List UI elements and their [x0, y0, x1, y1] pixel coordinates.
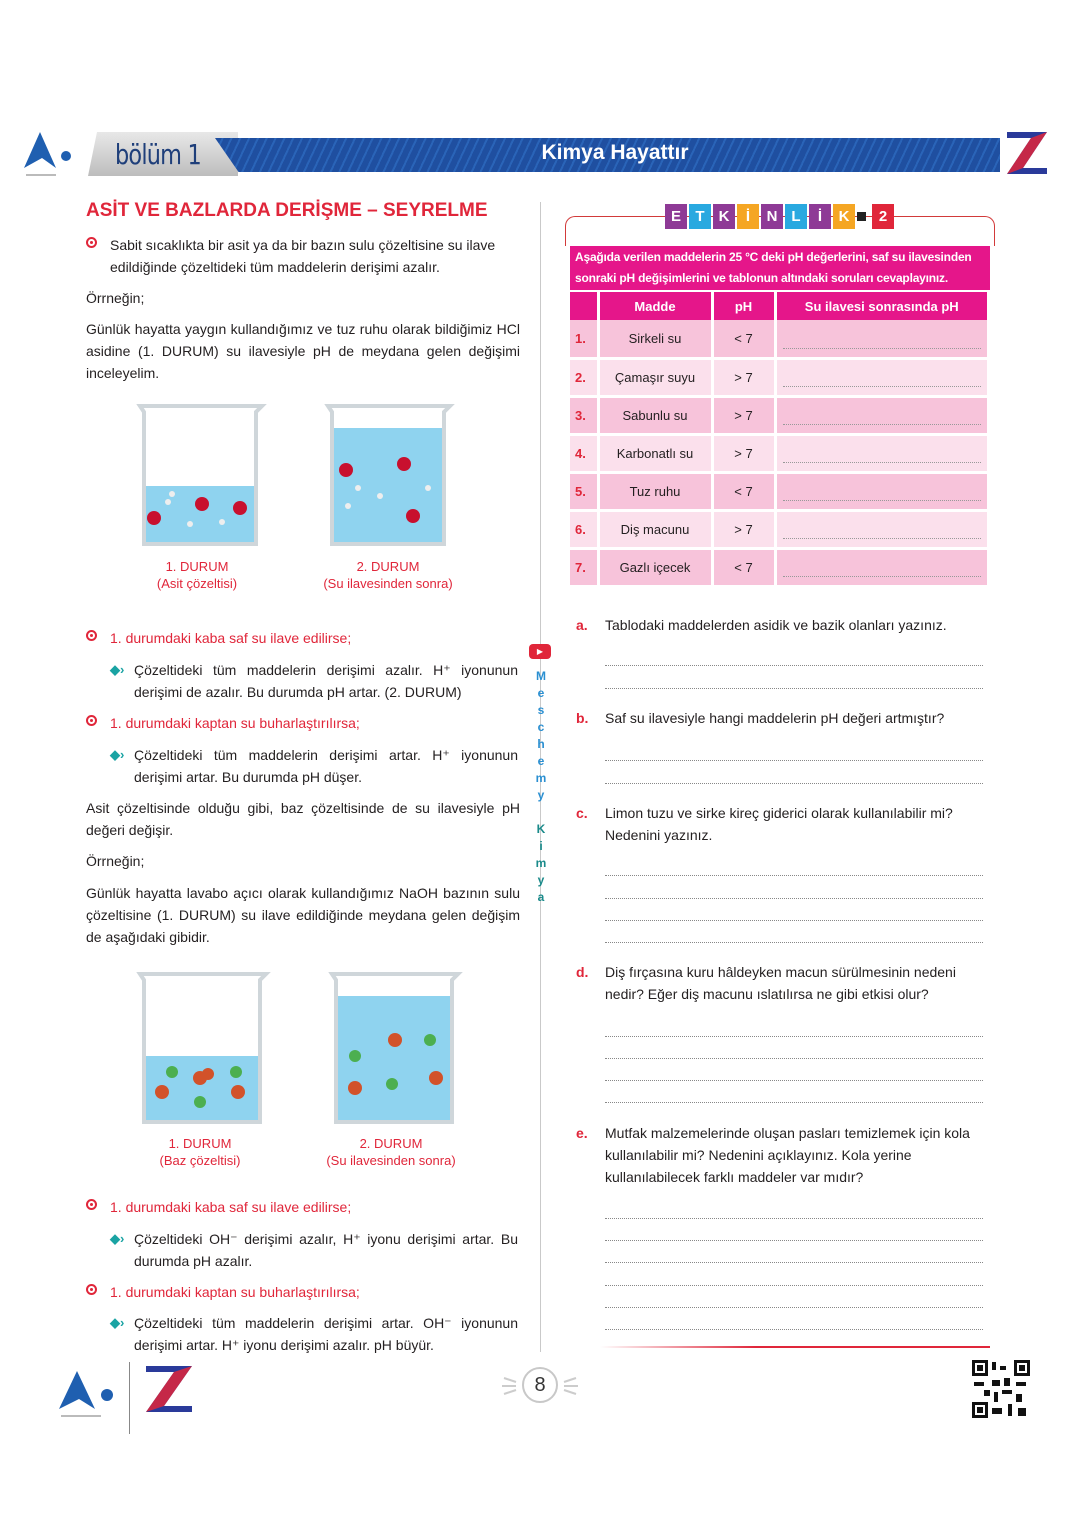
- answer-line[interactable]: [605, 1036, 983, 1037]
- answer-line[interactable]: [605, 1102, 983, 1103]
- table-row: [570, 472, 989, 510]
- row-number: 2.: [570, 358, 598, 396]
- row-ph: > 7: [712, 396, 775, 434]
- paragraph-base-intro: Asit çözeltisinde olduğu gibi, baz çözeltisinde de su ilavesiyle pH değeri değişir.: [86, 800, 520, 838]
- acid-label-1: 1. DURUM (Asit çözeltisi): [156, 559, 238, 591]
- activity-title-letter: İ: [809, 204, 831, 229]
- table-row: [570, 320, 989, 358]
- activity-title-letter: K: [833, 204, 855, 229]
- base-sub-1: ◆› Çözeltideki OH⁻ derişimi azalır, H⁺ iyonu derişimi artar. Bu durumda pH azalır.: [110, 1231, 518, 1269]
- answer-line[interactable]: [605, 920, 983, 921]
- answer-line[interactable]: [605, 1218, 983, 1219]
- activity-title-letter: K: [713, 204, 735, 229]
- channel-name-letter: m: [535, 856, 547, 870]
- channel-name-letter: i: [539, 839, 543, 853]
- base-label-2: 2. DURUM (Su ilavesinden sonra): [326, 1136, 456, 1168]
- intro-text: Sabit sıcaklıkta bir asit ya da bir bazın sulu çözeltisine su ilave edildiğinde çözeltideki tüm maddelerin derişimi azalır.: [110, 237, 496, 275]
- example-label-2: Örrneğin;: [86, 853, 145, 869]
- footer-publisher-logo: [55, 1365, 119, 1426]
- activity-separator: [857, 212, 866, 221]
- row-ph: > 7: [712, 510, 775, 548]
- acid-sub-1: ◆› Çözeltideki tüm maddelerin derişimi azalır. H⁺ iyonunun derişimi de azalır. Bu durumda pH artar. (2. DURUM): [110, 662, 518, 700]
- row-substance: Gazlı içecek: [598, 548, 712, 586]
- answer-line[interactable]: [605, 783, 983, 784]
- question-c: [576, 802, 986, 846]
- acid-sub-2: ◆› Çözeltideki tüm maddelerin derişimi artar. H⁺ iyonunun derişimi artar. Bu durumda pH düşer.: [110, 747, 518, 785]
- question-b: [576, 707, 986, 729]
- activity-block: [570, 246, 990, 588]
- question-letter: e.: [576, 1125, 588, 1141]
- base-beaker-2: [322, 966, 467, 1126]
- base-bullet-2: 1. durumdaki kaptan su buharlaştırılırsa;: [110, 1281, 360, 1303]
- example-label: Örrneğin;: [86, 290, 145, 306]
- question-letter: b.: [576, 710, 589, 726]
- acid-bullet-1: 1. durumdaki kaba saf su ilave edilirse;: [110, 627, 351, 649]
- acid-bullet-2: 1. durumdaki kaptan su buharlaştırılırsa;: [110, 712, 360, 734]
- channel-name-letter: m: [535, 771, 547, 785]
- activity-title-letter: N: [761, 204, 783, 229]
- table-row: [570, 434, 989, 472]
- row-substance: Çamaşır suyu: [598, 358, 712, 396]
- qr-code[interactable]: [972, 1360, 1030, 1418]
- activity-title-letter: L: [785, 204, 807, 229]
- bullet-icon: [86, 237, 97, 248]
- answer-line[interactable]: [605, 688, 983, 689]
- page-number: 8: [522, 1367, 558, 1403]
- channel-name-letter: a: [537, 890, 545, 904]
- col-madde: Madde: [598, 292, 712, 320]
- col-ph: pH: [712, 292, 775, 320]
- question-letter: d.: [576, 964, 589, 980]
- base-beaker-1: [130, 966, 275, 1126]
- row-ph: < 7: [712, 548, 775, 586]
- question-text: Tablodaki maddelerden asidik ve bazik olanları yazınız.: [605, 617, 947, 633]
- answer-line[interactable]: [605, 942, 983, 943]
- row-substance: Sabunlu su: [598, 396, 712, 434]
- publisher-logo: [20, 128, 76, 178]
- activity-number: 2: [872, 204, 894, 229]
- base-bullet-1: 1. durumdaki kaba saf su ilave edilirse;: [110, 1196, 351, 1218]
- row-substance: Diş macunu: [598, 510, 712, 548]
- answer-line[interactable]: [605, 898, 983, 899]
- page-number-badge: [500, 1362, 580, 1412]
- activity-end-line: [600, 1346, 990, 1348]
- row-ph: < 7: [712, 472, 775, 510]
- row-substance: Sirkeli su: [598, 320, 712, 358]
- answer-line[interactable]: [605, 875, 983, 876]
- answer-line[interactable]: [605, 1058, 983, 1059]
- base-label-1: 1. DURUM (Baz çözeltisi): [159, 1136, 241, 1168]
- row-answer-field[interactable]: [775, 510, 989, 548]
- acid-label-2: 2. DURUM (Su ilavesinden sonra): [323, 559, 453, 591]
- answer-line[interactable]: [605, 1307, 983, 1308]
- question-text: Saf su ilavesiyle hangi maddelerin pH değeri artmıştır?: [605, 710, 945, 726]
- row-answer-field[interactable]: [775, 358, 989, 396]
- ph-table: [570, 292, 990, 588]
- channel-name-letter: y: [537, 873, 545, 887]
- channel-name-letter: h: [537, 737, 545, 751]
- row-ph: < 7: [712, 320, 775, 358]
- section-label: bölüm 1: [115, 138, 201, 171]
- row-number: 7.: [570, 548, 598, 586]
- row-answer-field[interactable]: [775, 434, 989, 472]
- answer-line[interactable]: [605, 1240, 983, 1241]
- paragraph-base: Günlük hayatta lavabo açıcı olarak kullandığımız NaOH bazının sulu çözeltisine (1. DURUM) su ilave edildiğinde meydana gelen değişim de aşağıdaki gibidir.: [86, 885, 520, 945]
- channel-name-letter: M: [536, 669, 546, 683]
- answer-line[interactable]: [605, 665, 983, 666]
- question-letter: a.: [576, 617, 588, 633]
- channel-name-letter: y: [537, 788, 545, 802]
- question-letter: c.: [576, 805, 588, 821]
- question-e: [576, 1122, 986, 1188]
- header-title: Kimya Hayattır: [541, 141, 689, 164]
- row-ph: > 7: [712, 358, 775, 396]
- row-number: 3.: [570, 396, 598, 434]
- row-number: 5.: [570, 472, 598, 510]
- youtube-icon[interactable]: ▶: [529, 644, 551, 659]
- channel-name-letter: e: [537, 686, 545, 700]
- z-logo: [1003, 128, 1051, 181]
- channel-name-letter: s: [537, 703, 545, 717]
- activity-instruction: Aşağıda verilen maddelerin 25 °C deki pH değerlerini, saf su ilavesinden sonraki pH değişimlerini ve tablonun altındaki soruları cevaplayınız.: [570, 246, 990, 290]
- question-text: Mutfak malzemelerinde oluşan pasları temizlemek için kola kullanılabilir mi? Nedenini açıklayınız. Kola yerine kullanılabilecek farklı maddeler var mıdır?: [605, 1125, 970, 1185]
- row-answer-field[interactable]: [775, 320, 989, 358]
- channel-name-letter: e: [537, 754, 545, 768]
- row-substance: Karbonatlı su: [598, 434, 712, 472]
- row-number: 4.: [570, 434, 598, 472]
- answer-line[interactable]: [605, 1285, 983, 1286]
- channel-name-vertical: [533, 668, 549, 906]
- footer-z-logo: [142, 1362, 196, 1421]
- table-row: [570, 358, 989, 396]
- question-d: [576, 961, 986, 1005]
- activity-title-letter: T: [689, 204, 711, 229]
- activity-title-letter: E: [665, 204, 687, 229]
- question-text: Limon tuzu ve sirke kireç giderici olarak kullanılabilir mi? Nedenini yazınız.: [605, 805, 953, 843]
- row-answer-field[interactable]: [775, 396, 989, 434]
- question-text: Diş fırçasına kuru hâldeyken macun sürülmesinin nedeni nedir? Eğer diş macunu ıslatılırsa ne gibi etkisi olur?: [605, 964, 956, 1002]
- footer-divider: [129, 1362, 130, 1434]
- activity-title-letter: İ: [737, 204, 759, 229]
- answer-line[interactable]: [605, 760, 983, 761]
- row-substance: Tuz ruhu: [598, 472, 712, 510]
- table-row: [570, 396, 989, 434]
- acid-beaker-1: [130, 398, 270, 548]
- row-ph: > 7: [712, 434, 775, 472]
- answer-line[interactable]: [605, 1262, 983, 1263]
- base-sub-2: ◆› Çözeltideki tüm maddelerin derişimi artar. OH⁻ iyonunun derişimi artar. H⁺ iyonu derişimi azalır. pH büyür.: [110, 1315, 518, 1353]
- page-title: ASİT VE BAZLARDA DERİŞME – SEYRELME: [86, 200, 488, 221]
- row-answer-field[interactable]: [775, 548, 989, 586]
- row-answer-field[interactable]: [775, 472, 989, 510]
- channel-name-letter: c: [537, 720, 545, 734]
- row-number: 1.: [570, 320, 598, 358]
- table-row: [570, 548, 989, 586]
- question-a: [576, 614, 986, 636]
- paragraph-acid: Günlük hayatta yaygın kullandığımız ve tuz ruhu olarak bildiğimiz HCl asidine (1. DURUM) su ilavesiyle pH de meydana gelen değişimi inceleyelim.: [86, 321, 520, 381]
- answer-line[interactable]: [605, 1329, 983, 1330]
- table-row: [570, 510, 989, 548]
- acid-beaker-2: [318, 398, 458, 548]
- intro-bullet: [110, 234, 520, 278]
- answer-line[interactable]: [605, 1080, 983, 1081]
- channel-name-letter: K: [536, 822, 546, 836]
- col-after-water: Su ilavesi sonrasında pH: [775, 292, 989, 320]
- row-number: 6.: [570, 510, 598, 548]
